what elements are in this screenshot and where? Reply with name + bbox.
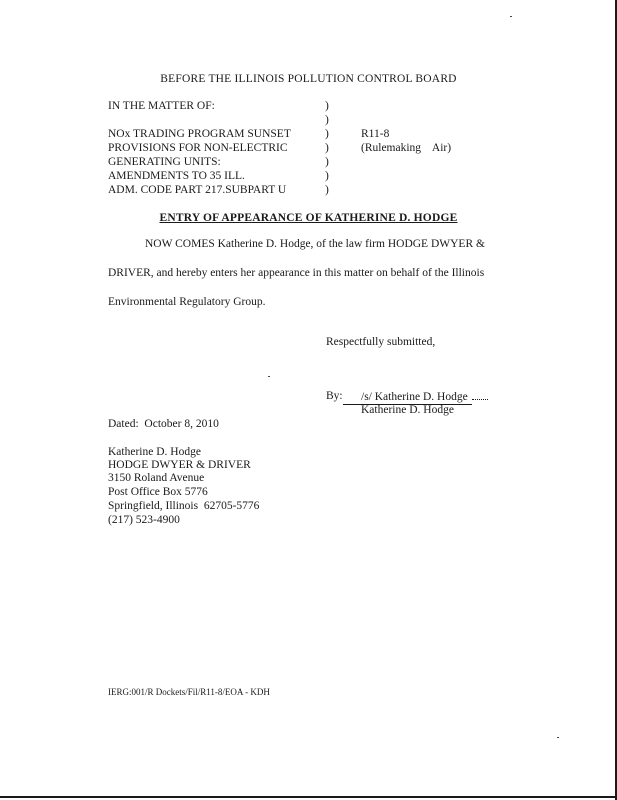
document-title: BEFORE THE ILLINOIS POLLUTION CONTROL BOARD: [160, 73, 457, 85]
address-line: Post Office Box 5776: [108, 486, 208, 498]
caption-line: AMENDMENTS TO 35 ILL.: [108, 170, 245, 182]
document-heading: ENTRY OF APPEARANCE OF KATHERINE D. HODGE: [159, 212, 458, 224]
docket-number: R11-8: [361, 128, 390, 140]
address-line: HODGE DWYER & DRIVER: [108, 459, 251, 471]
signature-by-label: By:: [326, 390, 343, 402]
address-line: (217) 523-4900: [108, 514, 180, 526]
caption-paren: ): [325, 114, 329, 126]
caption-paren: ): [325, 170, 329, 182]
signature-printed-name: Katherine D. Hodge: [361, 404, 454, 416]
address-line: Springfield, Illinois 62705-5776: [108, 500, 260, 512]
signature-line: [343, 390, 488, 405]
caption-paren: ): [325, 156, 329, 168]
body-line: DRIVER, and hereby enters her appearance in this matter on behalf of the Illinois: [108, 267, 485, 279]
address-line: 3150 Roland Avenue: [108, 472, 205, 484]
caption-paren: ): [325, 128, 329, 140]
caption-paren: ): [325, 184, 329, 196]
caption-paren: ): [325, 142, 329, 154]
address-line: Katherine D. Hodge: [108, 446, 201, 458]
closing-text: Respectfully submitted,: [326, 336, 436, 348]
footer-reference: IERG:001/R Dockets/Fil/R11-8/EOA - KDH: [108, 687, 270, 697]
signature-value: /s/ Katherine D. Hodge: [343, 391, 472, 405]
caption-paren: ): [325, 100, 329, 112]
scan-edge-bottom: [0, 796, 617, 798]
dated-line: Dated: October 8, 2010: [108, 418, 219, 430]
signature-fill: [472, 390, 488, 400]
caption-line: ADM. CODE PART 217.SUBPART U: [108, 184, 287, 196]
scan-speck: [268, 376, 270, 377]
caption-line: PROVISIONS FOR NON-ELECTRIC: [108, 142, 288, 154]
docket-type: (Rulemaking Air): [361, 142, 452, 154]
scan-speck: [510, 16, 512, 17]
caption-line: IN THE MATTER OF:: [108, 100, 215, 112]
body-line: Environmental Regulatory Group.: [108, 296, 266, 308]
caption-line: GENERATING UNITS:: [108, 156, 221, 168]
body-line: NOW COMES Katherine D. Hodge, of the law firm HODGE DWYER &: [145, 238, 485, 250]
scan-speck: [557, 737, 559, 738]
caption-line: NOx TRADING PROGRAM SUNSET: [108, 128, 291, 140]
